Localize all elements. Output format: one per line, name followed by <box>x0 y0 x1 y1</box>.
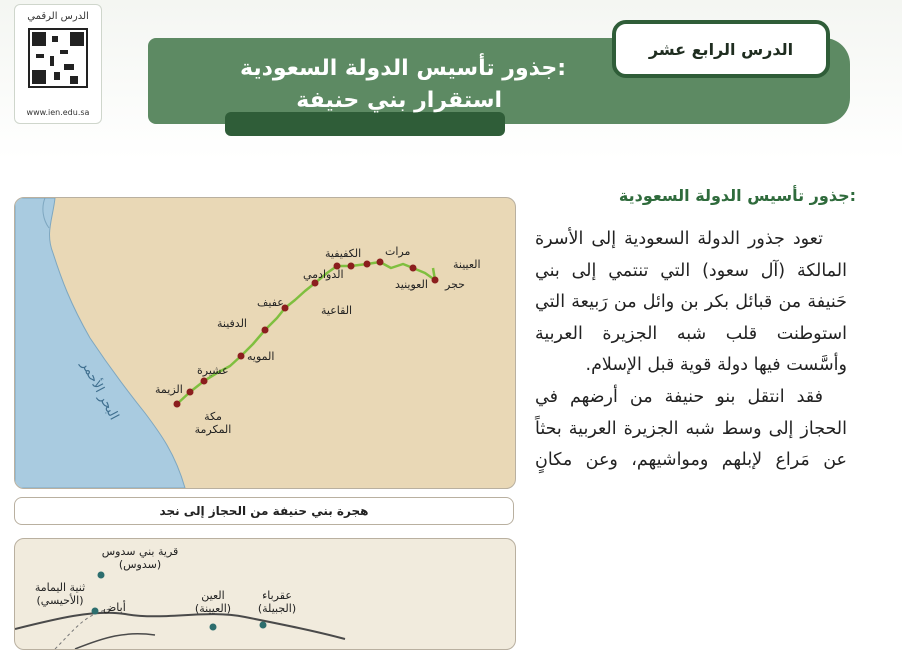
lesson-number-tab: الدرس الرابع عشر <box>612 20 830 78</box>
stop-dot <box>238 353 245 360</box>
place-zaima: الزيمة <box>155 383 183 396</box>
place-qaiya: القاعية <box>321 304 353 317</box>
yamama-map <box>14 538 516 650</box>
map-caption: هجرة بني حنيفة من الحجاز إلى نجد <box>14 497 514 525</box>
place-kufaifiya: الكفيفية <box>325 247 362 260</box>
wadi-line <box>75 634 155 649</box>
stop-dot <box>348 263 355 270</box>
town-dot <box>92 608 99 615</box>
place-sadus: قرية بني سدوس (سدوس) <box>101 545 179 572</box>
place-uyaynah-2: العين (العيينة) <box>194 589 232 616</box>
stop-dot <box>201 378 208 385</box>
header-accent-bar <box>225 112 505 136</box>
digital-lesson-url[interactable]: www.ien.edu.sa <box>26 108 90 117</box>
stop-dot <box>377 259 384 266</box>
stop-dot <box>187 389 194 396</box>
qr-code-icon[interactable] <box>28 28 88 88</box>
town-dot <box>210 624 217 631</box>
paragraph: فقد انتقل بنو حنيفة من أرضهم في الحجاز إلى وسط شبه الجزيرة العربية بحثاً عن مَراع لإبلهم ومواشيهم، وعن مكانٍ <box>535 386 847 471</box>
place-dafina: الدفينة <box>217 317 247 330</box>
place-aqraba: عقرباء (الجبيلة) <box>257 589 297 616</box>
lesson-title-line2: استقرار بني حنيفة <box>296 88 502 113</box>
place-murat: مرات <box>385 245 411 258</box>
stop-dot <box>432 277 439 284</box>
lesson-title-line1: جذور تأسيس الدولة السعودية: <box>239 56 566 81</box>
migration-map <box>14 197 516 489</box>
paragraph: تعود جذور الدولة السعودية إلى الأسرة المالكة (آل سعود) التي تنتمي إلى بني حَنيفة من قبائل بكر بن وائل من رَبيعة التي استوطنت قلب شبه الجزيرة العربية وأسَّست فيها دولة قوية قبل الإسلام. <box>535 229 847 376</box>
place-thaniya: ثنية اليمامة (الأحيسي) <box>34 581 86 608</box>
place-makkah: مكة المكرمة <box>194 410 232 437</box>
section-heading: جذور تأسيس الدولة السعودية: <box>618 186 856 205</box>
stop-dot <box>174 401 181 408</box>
stop-dot <box>262 327 269 334</box>
town-dot <box>98 572 105 579</box>
place-muwayh: المويه <box>247 350 275 363</box>
digital-lesson-box[interactable] <box>14 4 102 124</box>
stop-dot <box>410 265 417 272</box>
place-hajr: حجر <box>445 278 465 291</box>
lesson-body <box>535 224 847 477</box>
town-dot <box>260 622 267 629</box>
stop-dot <box>364 261 371 268</box>
wadi-line <box>15 613 345 639</box>
place-uyaynah: العيينة <box>453 258 481 271</box>
red-sea-label: البحر الأحمر <box>77 358 122 423</box>
digital-lesson-label: الدرس الرقمي <box>27 11 89 22</box>
migration-map-graphic <box>15 198 515 488</box>
place-dawadmi: الدوادمي <box>303 268 344 281</box>
place-afif: عفيف <box>257 296 284 309</box>
place-abad: أباض <box>103 601 126 614</box>
place-uwaynid: العوينيد <box>395 278 428 291</box>
red-sea-shape <box>15 198 185 488</box>
place-ashira: عشيرة <box>197 364 229 377</box>
